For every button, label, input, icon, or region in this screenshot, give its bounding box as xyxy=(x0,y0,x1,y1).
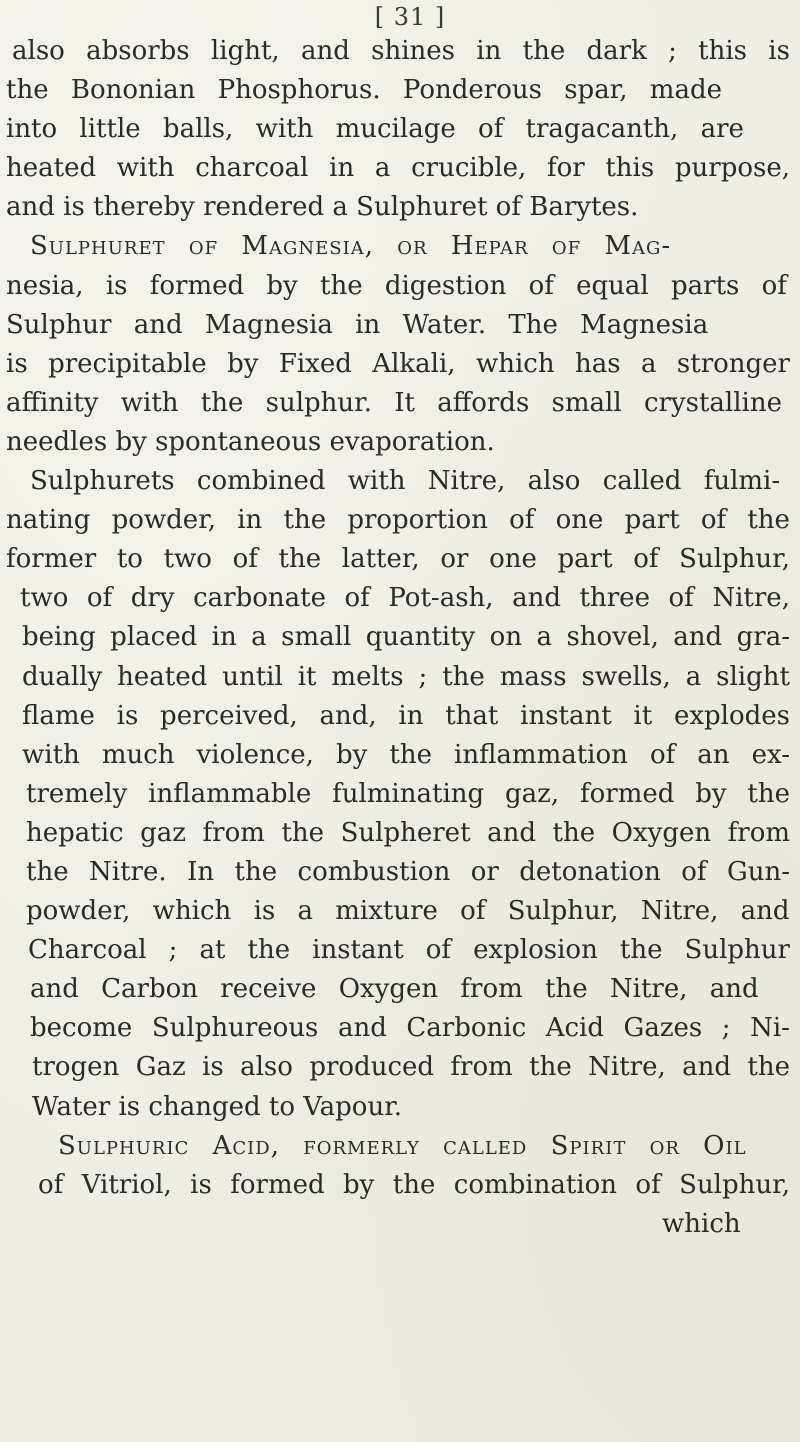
line-text: is precipitable by Fixed Alkali, which has a stronger xyxy=(6,348,790,379)
text-line xyxy=(0,618,800,657)
text-line xyxy=(0,853,800,892)
text-line xyxy=(0,579,800,618)
line-text: Charcoal ; at the instant of explosion the Sulphur xyxy=(28,935,790,966)
text-line xyxy=(0,970,800,1009)
text-line xyxy=(0,501,800,540)
line-text: with much violence, by the inflammation of an ex- xyxy=(22,739,790,770)
text-line xyxy=(0,32,800,71)
line-text: Sulphuric Acid, formerly called Spirit or Oil xyxy=(58,1130,747,1161)
line-text: affinity with the sulphur. It affords small crystalline xyxy=(6,387,782,418)
line-text: nesia, is formed by the digestion of equal parts of xyxy=(6,270,787,301)
line-text: the Bononian Phosphorus. Ponderous spar, made xyxy=(6,75,722,106)
text-line xyxy=(0,423,800,462)
text-line xyxy=(0,931,800,970)
text-line xyxy=(0,1009,800,1048)
line-text: Sulphurets combined with Nitre, also called fulmi- xyxy=(30,466,781,497)
text-line xyxy=(0,110,800,149)
line-text: powder, which is a mixture of Sulphur, Nitre, and xyxy=(26,896,790,927)
text-line xyxy=(0,658,800,697)
text-line xyxy=(0,462,800,501)
page-number: [ 31 ] xyxy=(374,3,446,31)
line-text: dually heated until it melts ; the mass swells, a slight xyxy=(22,661,790,692)
text-line xyxy=(0,1088,800,1127)
line-text: trogen Gaz is also produced from the Nitre, and the xyxy=(32,1052,791,1083)
line-text: of Vitriol, is formed by the combination of Sulphur, xyxy=(38,1169,790,1200)
text-line xyxy=(0,1166,800,1205)
line-text: flame is perceived, and, in that instant it explodes xyxy=(22,700,790,731)
text-line xyxy=(0,227,800,266)
text-line xyxy=(0,814,800,853)
catchword: which xyxy=(662,1208,741,1239)
line-text: hepatic gaz from the Sulpheret and the Oxygen from xyxy=(26,817,791,848)
text-line xyxy=(0,188,800,227)
line-text: also absorbs light, and shines in the dark ; this is xyxy=(12,36,790,66)
text-line xyxy=(0,892,800,931)
line-text: Sulphur and Magnesia in Water. The Magnesia xyxy=(6,309,709,340)
text-line xyxy=(0,345,800,384)
line-text: former to two of the latter, or one part of Sulphur, xyxy=(6,544,790,575)
line-text: and Carbon receive Oxygen from the Nitre, and xyxy=(30,974,759,1005)
line-text: nating powder, in the proportion of one part of the xyxy=(6,505,790,536)
text-line xyxy=(0,71,800,110)
text-line xyxy=(0,697,800,736)
text-line xyxy=(0,1048,800,1087)
text-line xyxy=(0,1205,800,1244)
text-line xyxy=(0,775,800,814)
line-text: and is thereby rendered a Sulphuret of Barytes. xyxy=(6,192,639,223)
line-text: being placed in a small quantity on a shovel, and gra- xyxy=(22,622,791,653)
body-text xyxy=(0,32,800,1244)
text-line xyxy=(0,306,800,345)
text-line xyxy=(0,384,800,423)
line-text: heated with charcoal in a crucible, for this purpose, xyxy=(6,153,790,184)
text-line xyxy=(0,736,800,775)
line-text: two of dry carbonate of Pot-ash, and three of Nitre, xyxy=(20,583,790,614)
line-text: tremely inflammable fulminating gaz, formed by the xyxy=(26,778,791,809)
line-text: Water is changed to Vapour. xyxy=(32,1091,403,1122)
line-text: Sulphuret of Magnesia, or Hepar of Mag- xyxy=(30,231,672,262)
text-line xyxy=(0,540,800,579)
line-text: into little balls, with mucilage of tragacanth, are xyxy=(6,114,744,145)
line-text: the Nitre. In the combustion or detonation of Gun- xyxy=(26,856,791,887)
text-line xyxy=(0,149,800,188)
text-line xyxy=(0,1127,800,1166)
line-text: become Sulphureous and Carbonic Acid Gazes ; Ni- xyxy=(30,1013,790,1044)
line-text: needles by spontaneous evaporation. xyxy=(6,426,495,457)
text-line xyxy=(0,267,800,306)
